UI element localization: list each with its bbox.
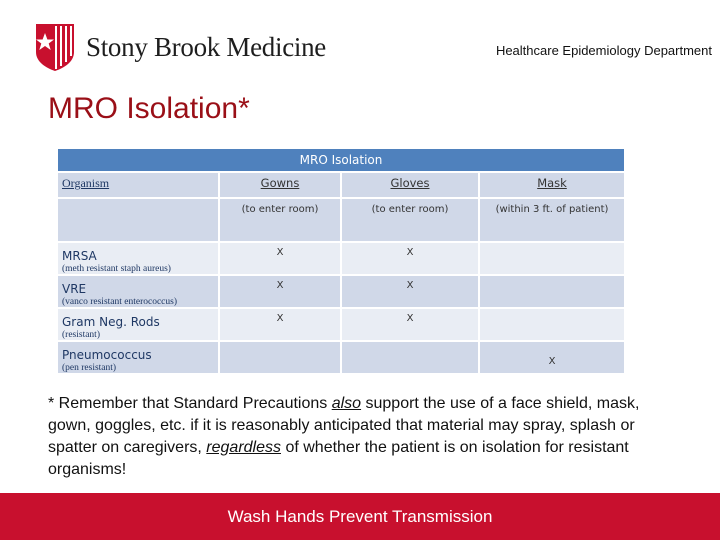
organism-detail: (meth resistant staph aureus) — [62, 264, 171, 274]
organism-detail: (resistant) — [62, 330, 100, 340]
logo-text: Stony Brook Medicine — [86, 31, 326, 62]
note-text: support the use of a face shield, mask, gown, goggles, etc. if it is reasonably anticipated that material may spray, splash or spatter on caregivers, — [48, 395, 640, 456]
organism-cell — [58, 243, 218, 274]
gloves-mark: X — [406, 313, 414, 324]
gowns-cell — [220, 342, 340, 373]
organism-name: VRE — [62, 282, 87, 296]
mask-cell — [480, 309, 624, 340]
note-text: of whether the patient is on isolation for resistant organisms! — [48, 439, 629, 478]
page-title: MRO Isolation* — [48, 92, 250, 125]
table-caption: MRO Isolation — [58, 149, 624, 171]
subheader-mask: (within 3 ft. of patient) — [480, 199, 624, 241]
footer-banner: Wash Hands Prevent Transmission — [0, 493, 720, 540]
gowns-cell — [220, 309, 340, 340]
gowns-mark: X — [276, 280, 284, 291]
logo — [34, 22, 326, 72]
table-row — [58, 309, 624, 340]
gowns-cell — [220, 276, 340, 307]
precautions-note — [48, 393, 668, 481]
gloves-cell — [342, 309, 478, 340]
subheader-gowns: (to enter room) — [220, 199, 340, 241]
mask-cell — [480, 243, 624, 274]
department-label: Healthcare Epidemiology Department — [495, 43, 712, 58]
organism-cell — [58, 309, 218, 340]
col-header-gloves: Gloves — [342, 173, 478, 197]
mask-cell — [480, 342, 624, 373]
subheader-organism — [58, 199, 218, 241]
col-header-mask: Mask — [480, 173, 624, 197]
gloves-cell — [342, 243, 478, 274]
star-shield-icon — [34, 22, 76, 72]
organism-name: Pneumococcus — [62, 348, 152, 362]
organism-cell — [58, 342, 218, 373]
subheader-gloves: (to enter room) — [342, 199, 478, 241]
organism-detail: (vanco resistant enterococcus) — [62, 297, 178, 307]
gowns-mark: X — [276, 313, 284, 324]
gloves-mark: X — [406, 280, 414, 291]
gloves-cell — [342, 276, 478, 307]
organism-cell — [58, 276, 218, 307]
organism-name: MRSA — [62, 249, 97, 263]
organism-detail: (pen resistant) — [62, 363, 117, 373]
table-row — [58, 243, 624, 274]
gloves-cell — [342, 342, 478, 373]
gowns-cell — [220, 243, 340, 274]
note-emphasis-also: also — [331, 395, 362, 412]
table-row — [58, 342, 624, 373]
gloves-mark: X — [406, 247, 414, 258]
mask-cell — [480, 276, 624, 307]
organism-name: Gram Neg. Rods — [62, 315, 160, 329]
note-emphasis-regardless: regardless — [206, 439, 281, 456]
note-text: * Remember that Standard Precautions — [48, 395, 332, 412]
mro-isolation-table — [56, 147, 626, 375]
gowns-mark: X — [276, 247, 284, 258]
col-header-gowns: Gowns — [220, 173, 340, 197]
col-header-organism: Organism — [58, 173, 218, 197]
table-row — [58, 276, 624, 307]
mask-mark: X — [548, 356, 556, 367]
